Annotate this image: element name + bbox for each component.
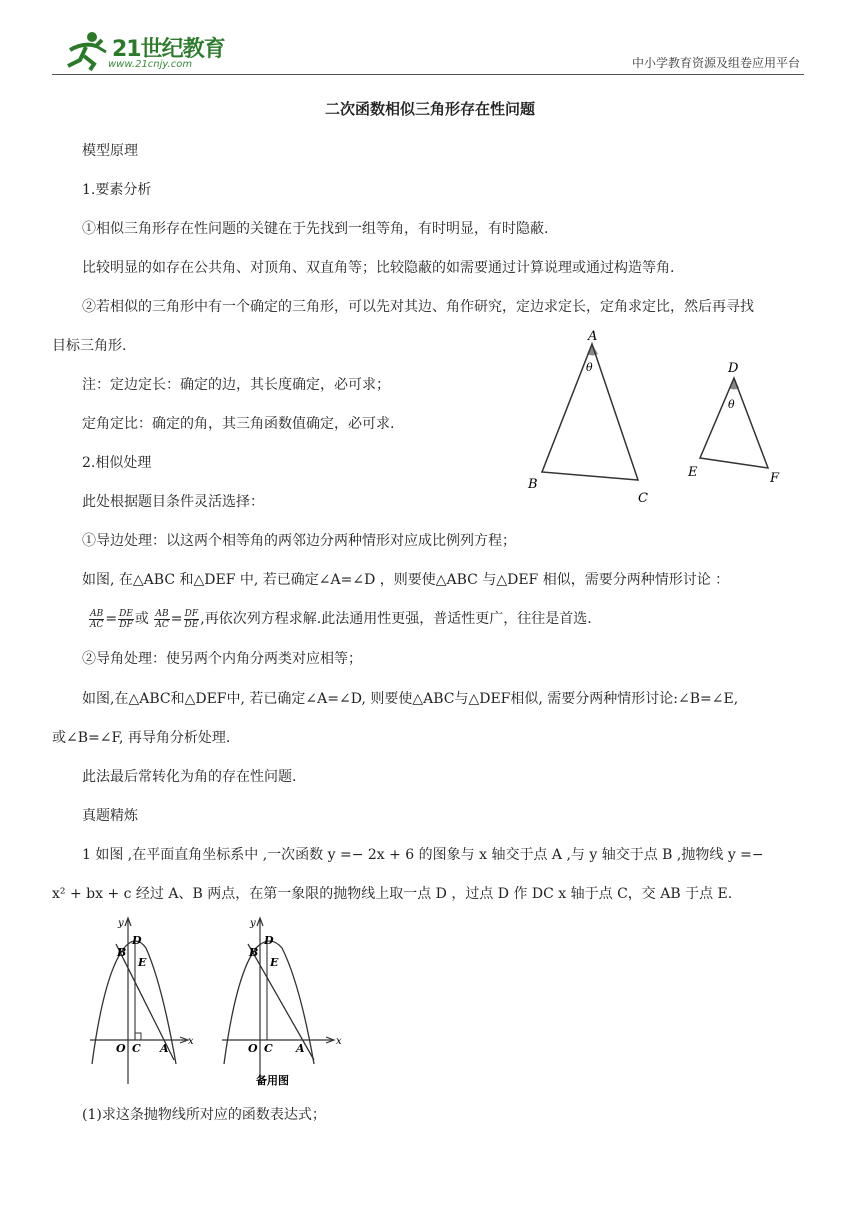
label-e: E	[688, 465, 698, 480]
runner-logo-icon	[62, 30, 110, 72]
page-header	[52, 30, 804, 75]
paragraph: 比较明显的如存在公共角、对顶角、双直角等；比较隐蔽的如需要通过计算说理或通过构造等角.	[82, 260, 675, 276]
label-a: A	[588, 330, 598, 344]
svg-text:E: E	[138, 956, 147, 969]
paragraph: ②若相似的三角形中有一个确定的三角形，可以先对其边、角作研究，定边求定长，定角求定比，然后再寻找	[82, 299, 754, 315]
label-theta: θ	[586, 361, 593, 374]
logo-url: www.21cnjy.com	[108, 59, 193, 70]
logo-text: 21世纪教育	[112, 37, 225, 62]
fraction-line: $\frac{AB}{AC}$ = $\frac{DE}{DF}$ 或 $\frac{AB}{AC}$ = $\frac{DF}{DE}$ ,再依次列方程求解.此法通用性更强，普适性更广，往往是首选.	[90, 608, 592, 630]
svg-text:y: y	[118, 918, 124, 929]
paragraph: x² + bx + c 经过 A、B 两点，在第一象限的抛物线上取一点 D ，过点 D 作 DC x 轴于点 C，交 AB 于点 E.	[52, 886, 733, 902]
fraction: $\frac{AB}{AC}$	[90, 608, 104, 630]
graph-1	[90, 918, 194, 1084]
svg-text:O: O	[116, 1042, 126, 1055]
paragraph: 或∠B=∠F, 再导角分析处理.	[52, 730, 231, 746]
paragraph: 1.要素分析	[82, 182, 152, 198]
label-f: F	[770, 471, 780, 486]
svg-text:x: x	[336, 1036, 342, 1047]
svg-text:A: A	[160, 1042, 169, 1055]
fraction: $\frac{DE}{DF}$	[119, 608, 133, 630]
platform-label: 中小学教育资源及组卷应用平台	[631, 56, 800, 70]
label-c: C	[638, 491, 648, 506]
svg-text:O: O	[248, 1042, 258, 1055]
graph-2	[222, 918, 342, 1087]
label-d: D	[728, 361, 739, 376]
paragraph: ②导角处理：使另两个内角分两类对应相等；	[82, 651, 362, 667]
paragraph: 2.相似处理	[82, 455, 152, 471]
paragraph: 真题精炼	[82, 808, 138, 824]
label-theta-2: θ	[728, 398, 735, 411]
svg-text:D: D	[264, 934, 274, 947]
svg-text:C: C	[264, 1042, 273, 1055]
paragraph: (1)求这条抛物线所对应的函数表达式；	[82, 1107, 326, 1123]
svg-text:A: A	[296, 1042, 305, 1055]
label-b: B	[528, 477, 538, 492]
svg-text:y: y	[250, 918, 256, 929]
paragraph: 注：定边定长：确定的边，其长度确定，必可求；	[82, 377, 390, 393]
fraction: $\frac{AB}{AC}$	[155, 608, 169, 630]
parabola-graphs-figure	[84, 914, 354, 1092]
paragraph: 如图, 在△ABC 和△DEF 中, 若已确定∠A=∠D ，则要使△ABC 与△DEF 相似，需要分两种情形讨论 ：	[82, 572, 730, 588]
svg-text:x: x	[188, 1036, 194, 1047]
fraction: $\frac{DF}{DE}$	[184, 608, 199, 630]
paragraph: 如图,在△ABC和△DEF中, 若已确定∠A=∠D, 则要使△ABC与△DEF相似, 需要分两种情形讨论:∠B=∠E,	[82, 691, 739, 707]
paragraph: 此处根据题目条件灵活选择：	[82, 494, 264, 510]
triangle-def	[700, 378, 768, 468]
paragraph: 模型原理	[82, 143, 138, 159]
paragraph: 定角定比：确定的角，其三角函数值确定，必可求.	[82, 416, 395, 432]
svg-text:E: E	[270, 956, 279, 969]
svg-text:B: B	[117, 946, 127, 959]
paragraph: 此法最后常转化为角的存在性问题.	[82, 769, 297, 785]
svg-text:C: C	[132, 1042, 141, 1055]
paragraph: ①相似三角形存在性问题的关键在于先找到一组等角，有时明显，有时隐蔽.	[82, 221, 549, 237]
logo	[62, 30, 232, 72]
page-title: 二次函数相似三角形存在性问题	[324, 100, 535, 118]
similar-triangles-figure	[520, 330, 790, 510]
svg-text:D: D	[132, 934, 142, 947]
graph-caption: 备用图	[256, 1074, 289, 1087]
paragraph: 1 如图 ,在平面直角坐标系中 ,一次函数 y =− 2x + 6 的图象与 x 轴交于点 A ,与 y 轴交于点 B ,抛物线 y =−	[82, 847, 764, 863]
svg-text:B: B	[249, 946, 259, 959]
paragraph: ①导边处理：以这两个相等角的两邻边分两种情形对应成比例列方程；	[82, 533, 516, 549]
paragraph: 目标三角形.	[52, 338, 127, 354]
